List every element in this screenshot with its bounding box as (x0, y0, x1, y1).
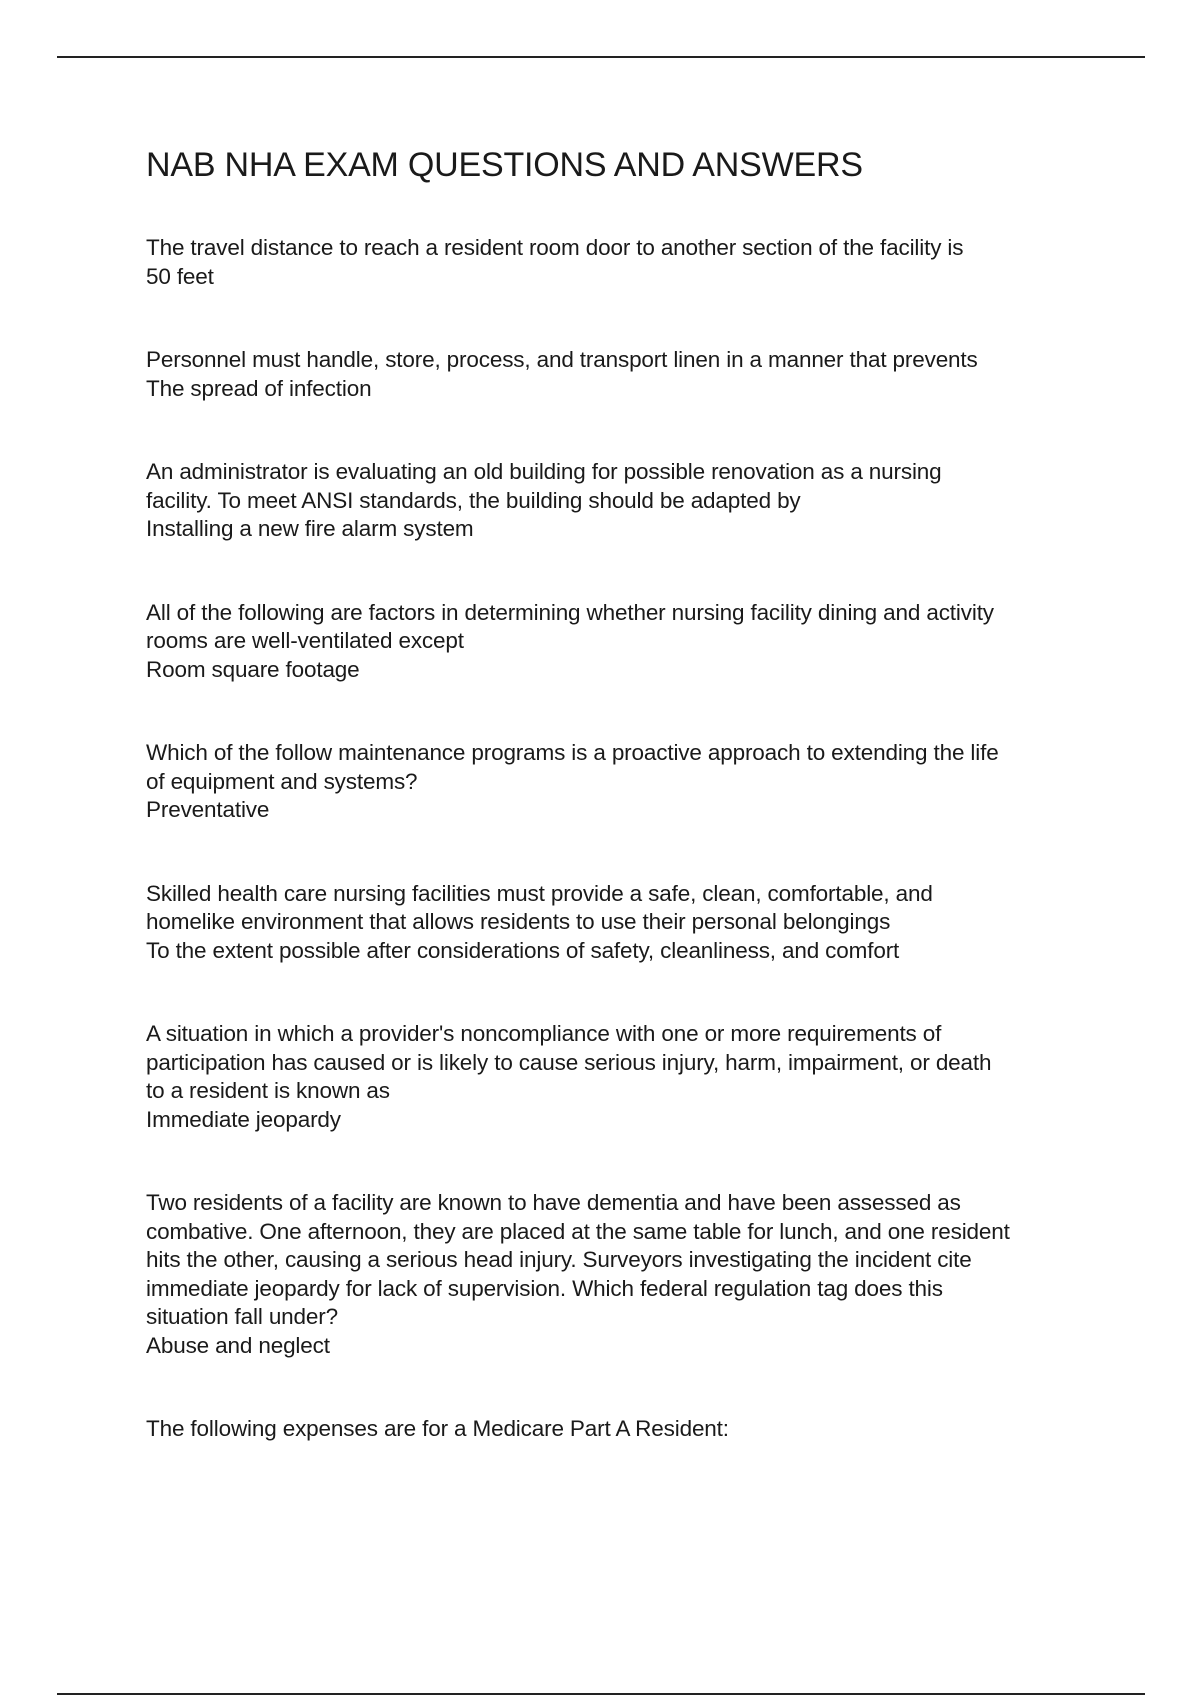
top-divider (57, 56, 1145, 58)
question-text: Which of the follow maintenance programs is a proactive approach to extending the life of equipment and systems? (146, 740, 999, 794)
question-text: A situation in which a provider's noncompliance with one or more requirements of participation has caused or is likely to cause serious injury, harm, impairment, or death to a resident is known as (146, 1021, 992, 1103)
qa-item (146, 599, 1106, 685)
question-text: All of the following are factors in determining whether nursing facility dining and activity rooms are well-ventilated except (146, 599, 994, 653)
answer-text: The spread of infection (146, 375, 372, 401)
document-body (146, 142, 1106, 1499)
answer-text: Preventative (146, 797, 270, 822)
answer-text: Installing a new fire alarm system (146, 516, 474, 541)
question-text: Personnel must handle, store, process, and transport linen in a manner that prevents (146, 347, 978, 372)
qa-item (146, 234, 1106, 291)
qa-item (146, 1415, 1106, 1444)
qa-item (146, 1189, 1106, 1360)
question-text: The following expenses are for a Medicare Part A Resident: (146, 1416, 729, 1441)
qa-item (146, 346, 1106, 403)
question-text: Skilled health care nursing facilities must provide a safe, clean, comfortable, and homelike environment that allows residents to use their personal belongings (146, 880, 933, 934)
document-title: NAB NHA EXAM QUESTIONS AND ANSWERS (146, 146, 863, 184)
answer-text: Immediate jeopardy (146, 1106, 341, 1132)
bottom-divider (57, 1693, 1145, 1695)
qa-item (146, 458, 1106, 544)
qa-list (146, 234, 1106, 1444)
question-text: An administrator is evaluating an old building for possible renovation as a nursing facility. To meet ANSI standards, the building should be adapted by (146, 459, 942, 513)
qa-item (146, 1020, 1106, 1134)
answer-text: To the extent possible after considerations of safety, cleanliness, and comfort (146, 937, 900, 963)
qa-item (146, 739, 1106, 825)
qa-item (146, 880, 1106, 966)
question-text: The travel distance to reach a resident room door to another section of the facility is (146, 235, 964, 260)
answer-text: 50 feet (146, 263, 214, 289)
answer-text: Abuse and neglect (146, 1332, 330, 1358)
question-text: Two residents of a facility are known to have dementia and have been assessed as combative. One afternoon, they are placed at the same table for lunch, and one resident hits the other, causing a serious head injury. Surveyors investigating the incident cite immediate jeopardy for lack of supervision. Which federal regulation tag does this situation fall under? (146, 1190, 1010, 1329)
answer-text: Room square footage (146, 656, 360, 682)
